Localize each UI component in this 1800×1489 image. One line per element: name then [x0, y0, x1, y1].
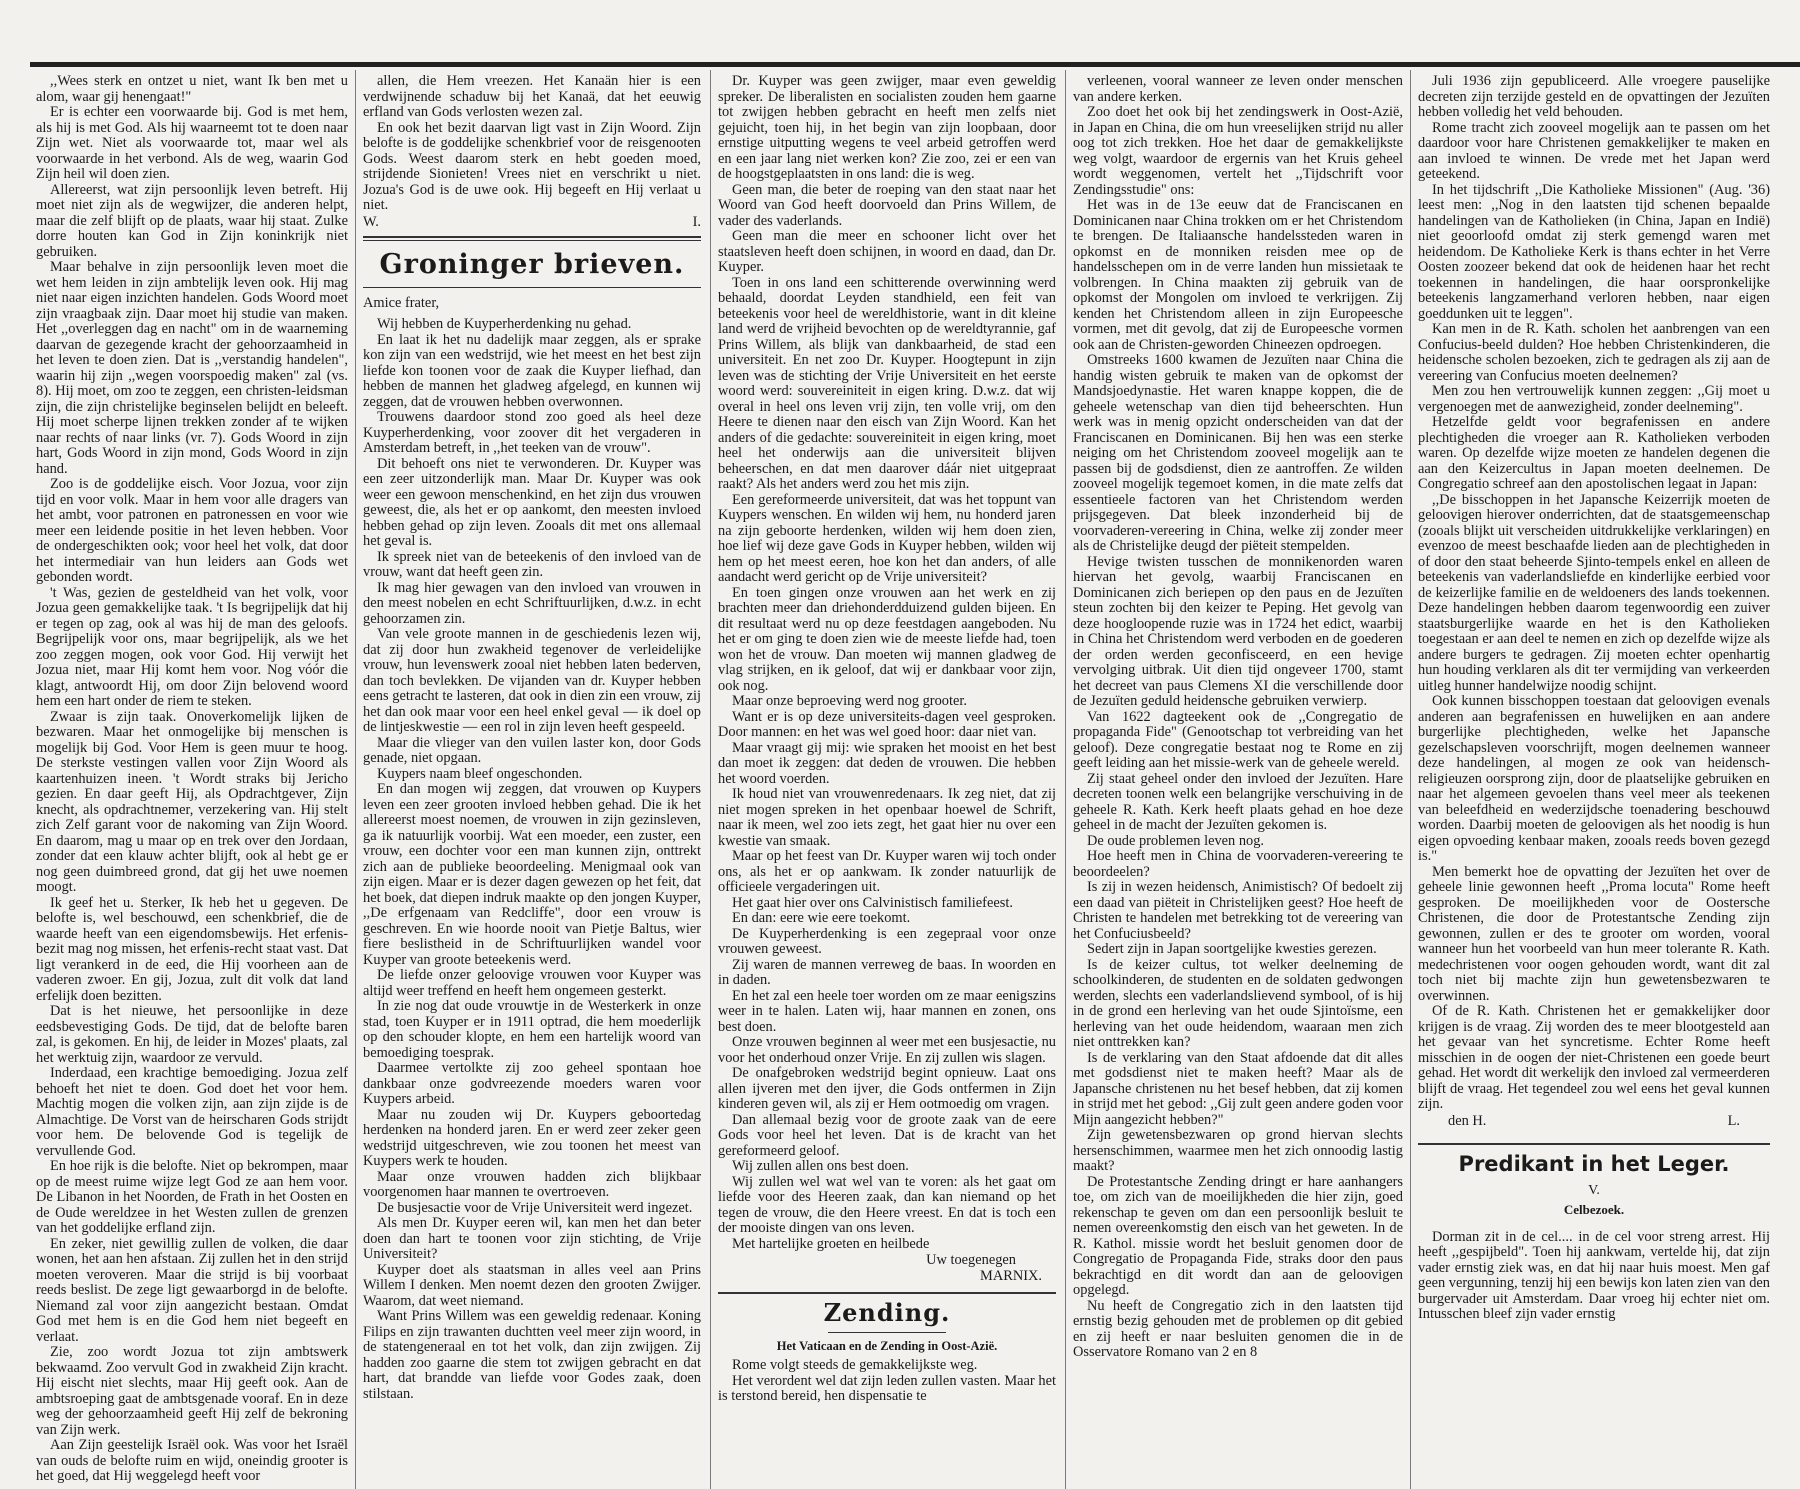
section-rule — [718, 1292, 1056, 1294]
paragraph: Dat is het nieuwe, het persoonlijke in deze eedsbevestiging Gods. De tijd, dat de belofte baren zal, is gekomen. En hij, de leider in Mozes' plaats, zal het werktuig zijn, waardoor ze vervuld. — [36, 1003, 348, 1066]
signature-left: den H. — [1448, 1112, 1487, 1129]
paragraph: Onze vrouwen beginnen al weer met een busjesactie, nu voor het onderhoud onzer Vrije. En zij zullen wis slagen. — [718, 1034, 1056, 1066]
paragraph: Maar die vlieger van den vuilen laster kon, door Gods genade, niet opgaan. — [363, 734, 701, 766]
paragraph: Zoo doet het ook bij het zendingswerk in Oost-Azië, in Japan en China, die om hun vreeselijken strijd nu aller oog tot zich trekken. Hoe het daar de gemakkelijkste weg volgt, waardoor de ergernis van het Kruis geheel wordt weggenomen, vertelt het ,,Tijdschrift voor Zendingsstudie" ons: — [1073, 104, 1403, 198]
paragraph: Dit behoeft ons niet te verwonderen. Dr. Kuyper was een zeer uitzonderlijk man. Maar Dr. Kuyper was ook weer een gewoon menschenkind, en het zijn dus vrouwen geweest, die, als het er op aankomt, den meesten invloed hebben gehad op zijn leven. Zooals dit met ons allemaal het geval is. — [363, 455, 701, 549]
paragraph: Want Prins Willem was een geweldig redenaar. Koning Filips en zijn trawanten duchtten veel meer zijn woord, in de statengeneraal en tot het volk, dan zijn zwijgen. Zij hadden zoo gaarne die stem tot zwijgen gebracht en dat hart, dat brandde van liefde voor Godes zaak, doen stilstaan. — [363, 1308, 701, 1402]
paragraph: Zij waren de mannen verreweg de baas. In woorden en in daden. — [718, 956, 1056, 988]
paragraph: En toen gingen onze vrouwen aan het werk en zij brachten meer dan driehonderdduizend gulden bijeen. En dit resultaat werd nu op deze feestdagen aangeboden. Nu het er om ging te doen zien wie de meeste liefde had, toen won het de vrouw. Dan moeten wij mannen gladweg de vlag strijken, en ik geloof, dat wij er dankbaar voor zijn, ook nog. — [718, 584, 1056, 694]
zending-body — [718, 1358, 1056, 1405]
paragraph: Maar onze vrouwen hadden zich blijkbaar voorgenomen haar mannen te overtroeven. — [363, 1168, 701, 1200]
paragraph: Nu heeft de Congregatio zich in den laatsten tijd ernstig bezig gehouden met de problemen op dit gebied en zij heeft er naar besluiten genomen die in de Osservatore Romano van 2 en 8 — [1073, 1297, 1403, 1360]
paragraph: Dorman zit in de cel.... in de cel voor streng arrest. Hij heeft ,,gespijbeld". Toen hij aankwam, vertelde hij, dat zijn vader ernstig ziek was, en dat hij naar huis moest. Men gaf geen vergunning, tenzij hij een bewijs kon laten zien van den burgervader uit Amsterdam. Daar vroeg hij echter niet om. Intusschen bleef zijn vader ernstig — [1418, 1228, 1770, 1322]
section-heading: Predikant in het Leger. — [1458, 1151, 1730, 1176]
paragraph: Inderdaad, een krachtige bemoediging. Jozua zelf behoeft het niet te doen. God doet het voor hem. Machtig mogen die volken zijn, aan zijn zijde is de Almachtige. De Vorst van de heirscharen Gods strijdt voor hem. De belovende God is tegelijk de vervullende God. — [36, 1065, 348, 1159]
paragraph: Kuypers naam bleef ongeschonden. — [377, 765, 583, 782]
paragraph: Zwaar is zijn taak. Onoverkomelijk lijken de bezwaren. Maar het onmogelijke bij menschen is mogelijk bij God. Voor Hem is geen muur te hoog. De sterkste vestingen vallen voor Zijn Woord als kaartenhuizen ineen. 't Wordt straks bij Jericho gezien. En daar geeft Hij, als Opdrachtgever, Zijn knecht, als opdrachtnemer, verzekering van. Hij stelt zich Zelf garant voor de nakoming van Zijn Woord. En daarom, mag u maar op en trek over den Jordaan, zonder dat een klauw achter blijft, ook al hebt ge er nog geen duimbreed grond, dat gij het uwe noemen moogt. — [36, 708, 348, 895]
paragraph: Maar nu zouden wij Dr. Kuypers geboortedag herdenken na honderd jaren. En er werd zeer zeker geen wedstrijd uitgeschreven, wie zou toonen het meest van Kuypers werk te houden. — [363, 1106, 701, 1169]
paragraph: Of de R. Kath. Christenen het er gemakkelijker door krijgen is de vraag. Zij worden des te meer blootgesteld aan het gevaar van het syncretisme. Echter Rome heeft misschien in de oogen der niet-Christenen een goede beurt gehad. Het wordt dit werkelijk den invloed zal vermeerderen blijft de vraag. Het tegendeel zou wel eens het geval kunnen zijn. — [1418, 1003, 1770, 1112]
paragraph: En ook het bezit daarvan ligt vast in Zijn Woord. Zijn belofte is de goddelijke schenkbrief voor de reisgenooten Gods. Weest daarom sterk en hebt goeden moed, strijdende Sionieten! Vrees niet en verschrikt u niet. Jozua's God is de uwe ook. Hij begeeft en Hij verlaat u niet. — [363, 119, 701, 213]
paragraph: Wij zullen allen ons best doen. — [732, 1158, 909, 1174]
signature-block — [1418, 1113, 1770, 1129]
paragraph: Wij hebben de Kuyperherdenking nu gehad. — [377, 316, 632, 332]
letter-body — [363, 317, 701, 1402]
paragraph: ,,De bisschoppen in het Japansche Keizerrijk moeten de geloovigen hierover onderrichten, dat de staatsgemeenschap (zooals blijkt uit verscheiden uitdrukkelijke verklaringen) en evenzoo de meest beschaafde lieden aan de plechtigheden in of door den staat beheerde Sjinto-tempels enkel en alleen de beteekenis van vaderlandsliefde en kinderlijke eerbied voor de keizerlijke familie en de weldoeners des lands toekennen. Deze handelingen hebben daarom tegenwoordig een zuiver staatsburgerlijke waarde en het is den Katholieken toegestaan er aan deel te nemen en zich op dezelfde wijze als andere burgers te gedragen. Zij moeten echter openhartig hun houding verklaren als dit ter vermijding van verkeerden uitleg hunner handelwijze noodig schijnt. — [1418, 491, 1770, 694]
paragraph: Maar op het feest van Dr. Kuyper waren wij toch onder ons, als het er op aankwam. Ik zonder natuurlijk de officieele vergaderingen uit. — [718, 848, 1056, 895]
paragraph: En het zal een heele toer worden om ze maar eenigszins weer in te halen. Laten wij, haar mannen en zonen, ons best doen. — [718, 987, 1056, 1035]
column-separator — [710, 70, 711, 1489]
paragraph: Men bemerkt hoe de opvatting der Jezuïten het over de geheele linie gewonnen heeft ,,Proma locuta" Rome heeft gesproken. De moeilijkheden voor de Oostersche Christenen, die door de Protestantsche Zending zijn gewonnen, zullen er des te grooter om worden, vooral wanneer hun het voorbeeld van hun meer tolerante R. Kath. medechristenen voor oogen gehouden wordt, want dit zal toch niet bij machte zijn hun gewetensbezwaren te overwinnen. — [1418, 863, 1770, 1004]
section-rule — [363, 287, 701, 288]
paragraph: Is zij in wezen heidensch, Animistisch? Of bedoelt zij een daad van piëteit in Christelijken geest? Hoe heeft de Christen te handelen met betrekking tot de vereering van het Confuciusbeeld? — [1073, 879, 1403, 942]
paragraph: Er is echter een voorwaarde bij. God is met hem, als hij is met God. Als hij waarneemt tot te doen naar Zijn wet. Niet als voorwaarde tot, maar wel als voorwaarde in het verbond. Als de weg, waarin God Zijn heil wil doen zien. — [36, 104, 348, 182]
paragraph: Hetzelfde geldt voor begrafenissen en andere plechtigheden die vroeger aan R. Katholieken verboden waren. Op dezelfde wijze moeten ze handelen degenen die aan den Keizercultus in Japan moeten deelnemen. De Congregatio schreef aan den apostolischen legaat in Japan: — [1418, 414, 1770, 492]
column-5-body — [1418, 74, 1770, 1113]
paragraph: Ik houd niet van vrouwenredenaars. Ik zeg niet, dat zij niet mogen spreken in het openbaar hoewel de Schrift, naar ik meen, wel zoo iets zegt, het gaat hier nu over een kwestie van smaak. — [718, 786, 1056, 849]
paragraph: De busjesactie voor de Vrije Universiteit werd ingezet. — [377, 1199, 693, 1216]
paragraph: Ik geef het u. Sterker, Ik heb het u gegeven. De belofte is, wel beschouwd, een schenkbrief, die de waarde heeft van een eigendomsbewijs. Het erfenis-bezit mag nog missen, het erfenis-recht staat vast. Dat ligt verankerd in de eed, die Hij voorheen aan de vaderen zwoer. En gij, Jozua, zult dit volk dat land erfelijk doen bezitten. — [36, 894, 348, 1004]
paragraph: Ik mag hier gewagen van den invloed van vrouwen in den meest nobelen en echt Schriftuurlijken, d.w.z. in echt gehoorzamen zin. — [363, 579, 701, 627]
column-3-body — [718, 74, 1056, 1252]
paragraph: Men zou hen vertrouwelijk kunnen zeggen: ,,Gij moet u vergenoegen met de aanwezigheid, zonder deelneming". — [1418, 383, 1770, 415]
paragraph: Zijn gewetensbezwaren op grond hiervan slechts hersenschimmen, waarmee men het zich onnoodig lastig maakt? — [1073, 1127, 1403, 1174]
signature-right: I. — [692, 213, 701, 230]
paragraph: Kan men in de R. Kath. scholen het aanbrengen van een Confucius-beeld dulden? Hoe hebben Christenkinderen, die heidensche scholen bezoeken, zich te gedragen als zij aan de vereering van Confucius moeten deelnemen? — [1418, 321, 1770, 384]
column-4-body — [1073, 74, 1403, 1361]
letter-signature: MARNIX. — [980, 1268, 1042, 1284]
column-5 — [1418, 74, 1770, 1489]
paragraph: Omstreeks 1600 kwamen de Jezuïten naar China die handig wisten gebruik te maken van de opkomst der Mandsjoedynastie. Het waren knappe koppen, die de geheele wetenschap van dien tijd beheerschten. Hun werk was in menig opzicht onderscheiden van dat der Franciscanen en Dominicanen. Bij hen was een sterke neiging om het Christendom zooveel mogelijk aan te passen bij de godsdienst, dien ze aantroffen. Ze wilden zooveel mogelijk tegemoet komen, in die mate zelfs dat essentieele factoren van het Christendom werden prijsgegeven. Dat bleek inzonderheid bij de voorvaderen-vereering in China, welke zij zonder meer als de Christelijke deugd der piëteit stempelden. — [1073, 352, 1403, 554]
paragraph: Is de keizer cultus, tot welker deelneming de schoolkinderen, de studenten en de soldaten gedwongen werden, slechts een vaderlandslievend symbool, of is hij in de grond een herleving van het oude Sjintoïsme, een herleving van het oude heidendom, waaraan men zich niet onttrekken kan? — [1073, 956, 1403, 1050]
paragraph: Zoo is de goddelijke eisch. Voor Jozua, voor zijn tijd en voor volk. Maar in hem voor alle dragers van het ambt, voor patronen en patronessen en voor wie meer een leidende positie in het leven hebben. Voor de ondergeschikten ook; voor heel het volk, dat door het intermediair van hun leiders aan Gods wet gebonden wordt. — [36, 476, 348, 585]
paragraph: In zie nog dat oude vrouwtje in de Westerkerk in onze stad, toen Kuyper er in 1911 optrad, die hem moederlijk op den schouder klopte, en hem een hartelijk woord van bemoediging toesprak. — [363, 998, 701, 1061]
paragraph: De onafgebroken wedstrijd begint opnieuw. Laat ons allen ijveren met den ijver, die Gods ontfermen in Zijn kinderen geven wil, als zij er Hem ootmoedig om vragen. — [718, 1065, 1056, 1112]
paragraph: Dr. Kuyper was geen zwijger, maar even geweldig spreker. De liberalisten en socialisten zouden hem gaarne tot zwijgen hebben gebracht en heeft men zelfs niet gejuicht, toen hij, in het begin van zijn loopbaan, door ernstige uitputting wegens te veel arbeid getroffen werd en een jaar lang niet werken kon? Zie zoo, zei er een van de hoogstgeplaatsten in ons land: die is weg. — [718, 74, 1056, 182]
signature-left: W. — [363, 213, 379, 230]
section-heading: Groninger brieven. — [379, 248, 685, 280]
paragraph: Zie, zoo wordt Jozua tot zijn ambtswerk bekwaamd. Zoo vervult God in zwakheid Zijn kracht. Hij eischt niet slechts, maar Hij geeft ook. Aan de ambtsroeping gaat de ambtsgenade vooraf. En in deze weg der gehoorzaamheid geeft Hij zelf de bekroning van Zijn werk. — [36, 1344, 348, 1438]
paragraph: Ik spreek niet van de beteekenis of den invloed van de vrouw, want dat heeft geen zin. — [363, 548, 701, 580]
paragraph: Met hartelijke groeten en heilbede — [732, 1235, 930, 1252]
article-subheading: Het Vaticaan en de Zending in Oost-Azië. — [776, 1339, 998, 1353]
column-4 — [1073, 74, 1403, 1489]
column-1-body — [36, 74, 348, 1485]
paragraph: Van vele groote mannen in de geschiedenis lezen wij, dat zij door hun zwakheid tegenover de verleidelijke vrouw, hun levenswerk zooal niet hebben laten bederven, dan toch bevlekken. De vijanden van dr. Kuyper hebben eens getracht te lasteren, dat ook in dien zin een vrouw, zij het dan ook maar voor een heel enkel geval — ik doel op de lintjeskwestie — een rol in zijn leven heeft gespeeld. — [363, 626, 701, 735]
paragraph: Geen man die meer en schooner licht over het staatsleven heeft doen schijnen, in woord en daad, dan Dr. Kuyper. — [718, 228, 1056, 275]
paragraph: verleenen, vooral wanneer ze leven onder menschen van andere kerken. — [1073, 74, 1403, 105]
paragraph: Geen man, die beter de roeping van den staat naar het Woord van God heeft doorvoeld dan Prins Willem, de vader des vaderlands. — [718, 181, 1056, 229]
paragraph: Maar behalve in zijn persoonlijk leven moet die wet hem leiden in zijn ambtelijk leven ook. Hij mag niet naar eigen inzichten handelen. Gods Woord moet zijn vraagbaak zijn. Daar moet hij studie van maken. Het ,,overleggen dag en nacht" om in de waarneming daarvan de gezegende kracht der gehoorzaamheid in het leven te doen zien. Dat is ,,verstandig handelen", waarin hij zijn ,,wegen voorspoedig maken" zal (vs. 8). Hij moet, om zoo te zeggen, een christen-leidsman zijn, die zijn christelijke beginselen belijdt en beleeft. Hij moet scherpe lijnen trekken zonder af te wijken naar rechts of naar links (vr. 7). Gods Woord in zijn hart, Gods Woord in zijn mond, Gods Woord in zijn hand. — [36, 259, 348, 477]
paragraph: Een gereformeerde universiteit, dat was het toppunt van Kuypers wenschen. En wilden wij hem, nu honderd jaren na zijn geboorte herdenken, wilden wij hem doen zien, hoe lief wij deze gave Gods in Kuyper hebben, wilden wij hem op het meest eeren, hoe kon het dan anders, of alle aandacht werd gericht op de Vrije universiteit? — [718, 491, 1056, 585]
signature-right: L. — [1727, 1112, 1740, 1129]
paragraph: 't Was, gezien de gesteldheid van het volk, voor Jozua geen gemakkelijke taak. 't Is begrijpelijk dat hij er tegen op zag, ook al was hij de man des geloofs. Begrijpelijk voor ons, maar begrijpelijk, als we het zoo zeggen mogen, ook voor God. Hij verwijt het Jozua niet, maar Hij komt hem voor. Nog vóór die klagt, antwoordt Hij, om door Zijn belovend woord hem een hart onder de riem te steken. — [36, 584, 348, 709]
paragraph: Als men Dr. Kuyper eeren wil, kan men het dan beter doen dan hart te toonen voor zijn stichting, de Vrije Universiteit? — [363, 1215, 701, 1262]
paragraph: Het gaat hier over ons Calvinistisch familiefeest. — [732, 894, 1013, 911]
paragraph: En laat ik het nu dadelijk maar zeggen, als er sprake kon zijn van een wedstrijd, wie het meest en het best zijn liefde kon toonen voor de zaak die Kuyper liefhad, dan hebben de mannen het gladweg afgelegd, en kunnen wij zeggen, dat de vrouwen hebben overwonnen. — [363, 331, 701, 410]
section-rule — [828, 1332, 946, 1333]
section-rule — [1418, 1143, 1770, 1145]
paragraph: Is de verklaring van den Staat afdoende dat dit alles met godsdienst niet te maken heeft? Maar als de Japansche christenen nu het besef hebben, dat zij komen in strijd met het gebod: ,,Gij zult geen andere goden voor Mijn aangezicht hebben?" — [1073, 1049, 1403, 1128]
paragraph: Trouwens daardoor stond zoo goed als heel deze Kuyperherdenking, voor zoover dit het vergaderen in Amsterdam betreft, in ,,het teeken van de vrouw". — [363, 409, 701, 456]
closing-line: Uw toegenegen — [926, 1252, 1016, 1268]
paragraph: Juli 1936 zijn gepubliceerd. Alle vroegere pauselijke decreten zijn terzijde gesteld en de opvattingen der Jezuïten hebben volledig het veld behouden. — [1418, 74, 1770, 120]
paragraph: Wij zullen wel wat wel van te voren: als het gaat om liefde voor des Heeren zaak, dan kan niemand op het tegen de vrouw, die den Heere vreest. En dat is toch een der mooiste dingen van ons leven. — [718, 1173, 1056, 1236]
section-heading: Zending. — [823, 1298, 951, 1327]
paragraph: Kuyper doet als staatsman in alles veel aan Prins Willem I denken. Men noemt dezen den grooten Zwijger. Waarom, dat weet niemand. — [363, 1261, 701, 1309]
paragraph: ,,Wees sterk en ontzet u niet, want Ik ben met u alom, waar gij henengaat!" — [36, 74, 348, 105]
paragraph: De liefde onzer geloovige vrouwen voor Kuyper was altijd weer treffend en heeft hem ongemeen gesterkt. — [363, 967, 701, 999]
paragraph: Hevige twisten tusschen de monnikenorden waren hiervan het gevolg, waarbij Franciscanen en Dominicanen zich beriepen op den paus en de Jezuïten steun zochten bij den keizer te Peping. Het gevolg van deze hoogloopende ruzie was in 1724 het edict, waarbij in China het Christendom werd verboden en de goederen der orden werden geconfisceerd, en een hevige vervolging uitbrak. Uit dien tijd ongeveer 1700, stamt het decreet van paus Clemens XI die verschillende door de Jezuïten geduld heidensche gebruiken verwierp. — [1073, 553, 1403, 709]
paragraph: Het was in de 13e eeuw dat de Franciscanen en Dominicanen naar China trokken om er het Christendom te brengen. De Italiaansche handelssteden waren in opkomst en de monniken reisden mee op de handelsschepen om in de verre landen hun missietaak te volbrengen. In China maakten zij gebruik van de opkomst der Mongolen om invloed te verkrijgen. Zij kenden het Christendom alleen in zijn Europeesche vormen, met dit gevolg, dat zij de Europeesche vormen ook aan de Christen-geworden Chineezen opdroegen. — [1073, 197, 1403, 353]
paragraph: Zij staat geheel onder den invloed der Jezuïten. Hare decreten toonen welk een belangrijke verschuiving in de geheele R. Kath. Kerk heeft plaats gehad en hoe deze geheel in de macht der Jezuïten gekomen is. — [1073, 770, 1403, 833]
paragraph: En hoe rijk is die belofte. Niet op bekrompen, maar op de meest ruime wijze legt God ze aan hem voor. De Libanon in het Noorden, de Frath in het Oosten en de Oude wereldzee in het Westen zullen de grenzen van het goddelijke erfland zijn. — [36, 1158, 348, 1236]
paragraph: Ook kunnen bisschoppen toestaan dat geloovigen evenals anderen aan begrafenissen en huwelijken en aan andere burgerlijke plechtigheden, welke het Japansche gezelschapsleven voorschrijft, mogen deelnemen wanneer deze handelingen, al mogen ze ook van heidensch-religieuzen oorsprong zijn, door de plaatselijke gebruiken en naar het algemeen gevoelen thans veel meer als teekenen van beleefdheid en wederzijdsche toenadering beschouwd worden. Daarbij moeten de geloovigen als het noodig is hun eigen opvoeding kenbaar maken, zooals reeds boven gezegd is." — [1418, 693, 1770, 864]
paragraph: Toen in ons land een schitterende overwinning werd behaald, doordat Leyden standhield, een feit van beteekenis voor heel de wereldhistorie, want in dit kleine land werd de vrijheid bevochten op de wereldtyrannie, gaf Prins Willem, als blijk van dankbaarheid, de stad een universiteit. En net zoo Dr. Kuyper. Hoogtepunt in zijn leven was de stichting der Vrije Universiteit en het eerste woord werd: souvereiniteit in eigen kring. D.w.z. dat wij overal in heel ons leven vrij zijn, ten volle vrij, om den Heere te dienen naar den eisch van Zijn Woord. Kan het anders of die gedachte: souvereiniteit in eigen kring, moet heel het onderwijs aan die universiteit blijven beheerschen, en dat men daarover dáár niet uitgepraat raakt? Als het anders werd zou het mis zijn. — [718, 274, 1056, 492]
top-rule — [30, 62, 1800, 67]
column-separator — [1410, 70, 1411, 1489]
paragraph: Allereerst, wat zijn persoonlijk leven betreft. Hij moet niet zijn als de wegwijzer, die anderen helpt, maar die zelf blijft op de plaats, waar hij staat. Zulke dorre houten kan God in Zijn koninkrijk niet gebruiken. — [36, 181, 348, 260]
paragraph: Sedert zijn in Japan soortgelijke kwesties gerezen. — [1087, 941, 1377, 957]
paragraph: Rome volgt steeds de gemakkelijkste weg. — [732, 1357, 978, 1373]
column-separator — [355, 70, 356, 1489]
paragraph: In het tijdschrift ,,Die Katholieke Missionen" (Aug. '36) leest men: ,,Nog in den laatsten tijd schenen bepaalde handelingen van de Katholieken (in China, Japan en Indië) niet geoorloofd omdat zij sterk gemengd waren met heidendom. De Katholieke Kerk is thans echter in het Verre Oosten zoozeer bekend dat ook de heidenen haar het recht toekennen in handelingen, die haar oorspronkelijke beteekenis langzamerhand verloren hebben, naar eigen goeddunken uit te leggen". — [1418, 181, 1770, 322]
paragraph: Daarmee vertolkte zij zoo geheel spontaan hoe dankbaar onze godvreezende moeders waren voor Kuypers arbeid. — [363, 1060, 701, 1107]
letter-salutation: Amice frater, — [363, 294, 440, 311]
section-rule — [363, 240, 701, 241]
paragraph: En zeker, niet gewillig zullen de volken, die daar wonen, het aan hen afstaan. Zij zullen het in den strijd moeten veroveren. Maar die strijd is bij voorbaat reeds beslist. De zege ligt gewaarborgd in de belofte. Niemand zal voor zijn aangezicht bestaan. Omdat God met hem is en die God hem niet begeeft en verlaat. — [36, 1235, 348, 1345]
paragraph: Hoe heeft men in China de voorvaderen-vereering te beoordeelen? — [1073, 848, 1403, 880]
paragraph: Maar onze beproeving werd nog grooter. — [732, 693, 967, 709]
column-1 — [36, 74, 348, 1489]
column-separator — [1065, 70, 1066, 1489]
signature-block — [363, 214, 701, 230]
paragraph: Maar vraagt gij mij: wie spraken het mooist en het best dan moet ik zeggen: dat deden de vrouwen. Die hebben het woord voerden. — [718, 739, 1056, 787]
paragraph: Van 1622 dagteekent ook de ,,Congregatio de propaganda Fide" (Genootschap tot verbreiding van het geloof). Deze congregatie bestaat nog te Rome en zij geeft leiding aan het missie-werk van de geheele wereld. — [1073, 708, 1403, 771]
paragraph: allen, die Hem vreezen. Het Kanaän hier is een verdwijnende schaduw bij het Kanaä, dat het eeuwig erfland van Gods verlosten wezen zal. — [363, 74, 701, 120]
paragraph: En dan mogen wij zeggen, dat vrouwen op Kuypers leven een zeer grooten invloed hebben gehad. Die ik het allereerst moest noemen, de vrouwen in zijn gezinsleven, ga ik natuurlijk voorbij. Wat een moeder, een zuster, een vrouw, een dochter voor een man kunnen zijn, onttrekt zich aan de publieke beoordeeling. Menigmaal ook van zijn eigen. Maar er is dezer dagen gewezen op het feit, dat het boek, dat diepen indruk maakte op den jongen Kuyper, ,,De erfgenaam van Redcliffe", door een vrouw is geschreven. En wie hoorde nooit van Pietje Baltus, wier fiere beslistheid in de Schriftuurlijken wandel voor Kuyper van groote beteekenis werd. — [363, 781, 701, 968]
part-numeral: V. — [1588, 1182, 1600, 1198]
section-rule — [363, 236, 701, 238]
column-3 — [718, 74, 1056, 1489]
paragraph: Dan allemaal bezig voor de groote zaak van de eere Gods voor heel het leven. Dat is de kracht van het gereformeerd geloof. — [718, 1111, 1056, 1159]
paragraph: Rome tracht zich zooveel mogelijk aan te passen om het daardoor voor hare Christenen gemakkelijker te maken en aan invloed te winnen. De vrede met het Japan werd geteekend. — [1418, 119, 1770, 182]
paragraph: De Protestantsche Zending dringt er hare aanhangers toe, om zich van de moeilijkheden die hier zijn, goed rekenschap te geven om dan een persoonlijk besluit te nemen overeenkomstig den eisch van het geweten. In de R. Kathol. missie wordt het besluit genomen door de Congregatio de Propaganda Fide, straks door den paus bekrachtigd en dit wordt dan aan de geloovigen opgelegd. — [1073, 1173, 1403, 1298]
article-subtitle: Celbezoek. — [1563, 1202, 1625, 1217]
paragraph: De oude problemen leven nog. — [1087, 832, 1265, 849]
column-2 — [363, 74, 701, 1489]
paragraph: De Kuyperherdenking is een zegepraal voor onze vrouwen geweest. — [718, 925, 1056, 957]
paragraph: En dan: eere wie eere toekomt. — [732, 910, 911, 926]
paragraph: Het verordent wel dat zijn leden zullen vasten. Maar het is terstond bereid, hen dispensatie te — [718, 1372, 1056, 1404]
column-2-intro — [363, 74, 701, 214]
paragraph: Aan Zijn geestelijk Israël ook. Was voor het Israël van ouds de belofte ruim en wijd, oneindig grooter is het goed, dat Hij weggelegd heeft voor — [36, 1437, 348, 1484]
article-body — [1418, 1230, 1770, 1323]
paragraph: Want er is op deze universiteits-dagen veel gesproken. Door mannen: en het was wel goed hoor: daar niet van. — [718, 708, 1056, 740]
